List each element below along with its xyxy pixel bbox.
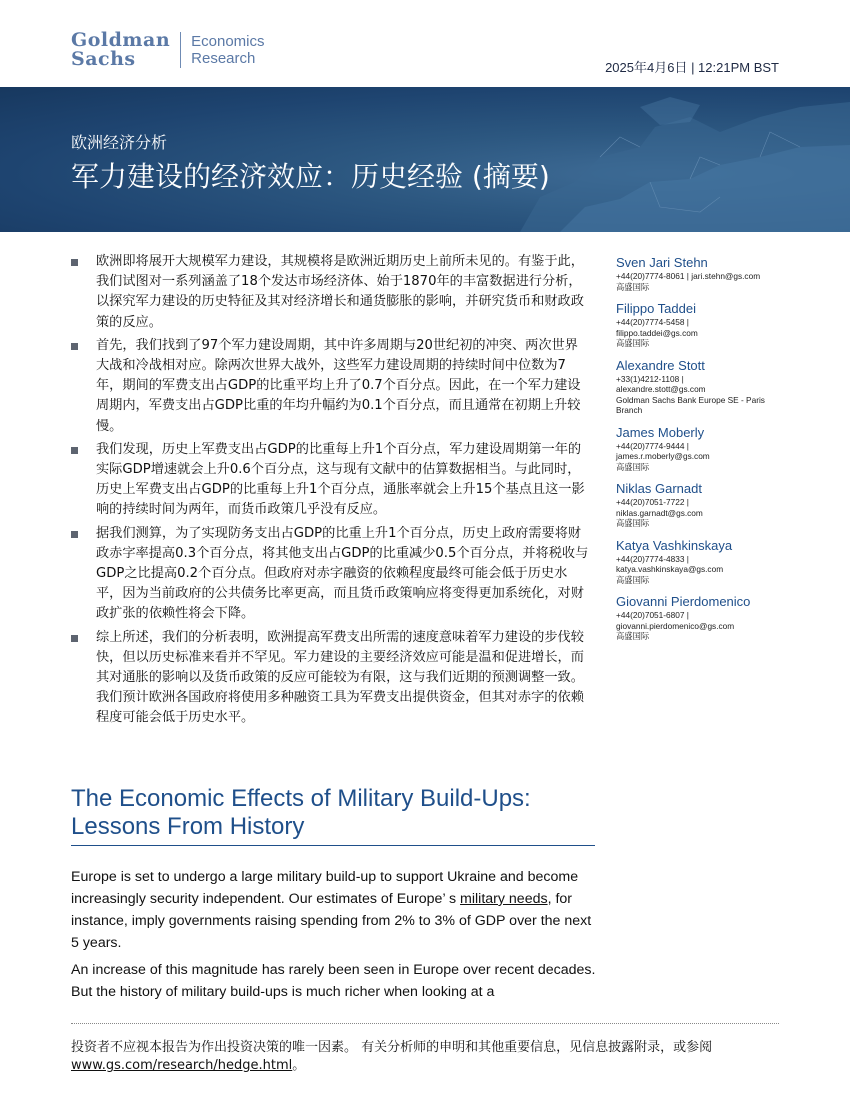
bullet-square-icon: [71, 635, 78, 642]
author-name[interactable]: Filippo Taddei: [616, 301, 696, 316]
author-name[interactable]: James Moberly: [616, 424, 705, 440]
english-paragraph-1: [71, 866, 599, 954]
logo-wordmark: [71, 31, 170, 69]
bullet-item: [71, 336, 591, 437]
author-card: [616, 594, 796, 642]
bullet-text: 综上所述，我们的分析表明，欧洲提高军费支出所需的速度意味着军力建设的步伐较快，但以历史标准来看并不罕见。军力建设的主要经济效应可能是温和促进增长，而其对通胀的影响以及货币政策的反应可能较为有限，这与我们近期的预测调整一致。我们预计欧洲各国政府将使用多种融资工具为军费支出提供资金，但其对赤字的依赖程度可能会低于历史水平。: [96, 629, 584, 726]
author-card: [616, 301, 796, 349]
bullet-square-icon: [71, 259, 78, 266]
author-affiliation: 高盛国际: [616, 281, 650, 292]
logo-line-research: Research: [191, 50, 256, 67]
author-email[interactable]: giovanni.pierdomenico@gs.com: [616, 620, 735, 631]
footer-divider: [71, 1023, 779, 1024]
military-needs-link[interactable]: military needs: [460, 891, 548, 907]
title-divider: [71, 845, 595, 846]
disclosure-link[interactable]: www.gs.com/research/hedge.html: [71, 1058, 293, 1073]
author-contact[interactable]: +44(20)7774-8061 | jari.stehn@gs.com: [616, 271, 761, 281]
banner-title: 军力建设的经济效应：历史经验 (摘要): [71, 160, 550, 193]
title-banner: [0, 87, 850, 232]
author-affiliation: Goldman Sachs Bank Europe SE - Paris: [616, 394, 765, 405]
bullet-square-icon: [71, 343, 78, 350]
logo-line-economics: Economics: [191, 33, 265, 50]
author-affiliation: 高盛国际: [616, 518, 650, 528]
paragraph-text: , for instance, imply governments raising spending from 2% to 3% of GDP over the next 5 years.: [71, 891, 592, 951]
english-title: [71, 785, 595, 841]
paragraph-text: Europe is set to undergo a large military build-up to support Ukraine and become increasingly security independent. Our estimates of Europe’ s: [71, 869, 579, 907]
report-date: 2025年4月6日 | 12:21PM BST: [605, 60, 779, 75]
author-phone: +33(1)4212-1108 |: [616, 373, 684, 384]
logo-divider: [180, 32, 181, 68]
bullet-text: 欧洲即将展开大规模军力建设，其规模将是欧洲近期历史上前所未见的。有鉴于此，我们试图对一系列涵盖了18个发达市场经济体、始于1870年的丰富数据进行分析，以探究军力建设的历史特征及其对经济增长和通货膨胀的影响，并研究货币和财政政策的反应。: [96, 254, 584, 330]
bullet-square-icon: [71, 447, 78, 454]
author-name[interactable]: Sven Jari Stehn: [616, 255, 708, 270]
author-list: [616, 255, 796, 651]
bullet-item: [71, 628, 591, 729]
bullet-item: [71, 252, 591, 333]
author-email[interactable]: katya.vashkinskaya@gs.com: [616, 564, 724, 574]
bullet-square-icon: [71, 531, 78, 538]
author-phone: +44(20)7774-5458 |: [616, 317, 689, 327]
english-paragraph-2: An increase of this magnitude has rarely been seen in Europe over recent decades. But the history of military build-ups is much richer when looking at a: [71, 962, 596, 1000]
author-phone: +44(20)7774-9444 |: [616, 440, 689, 451]
author-affiliation: 高盛国际: [616, 461, 650, 472]
author-name[interactable]: Niklas Garnadt: [616, 481, 702, 496]
banner-subtitle: 欧洲经济分析: [71, 133, 168, 152]
english-title-line2: Lessons From History: [71, 813, 305, 840]
author-affiliation: 高盛国际: [616, 574, 650, 585]
author-name[interactable]: Alexandre Stott: [616, 357, 705, 373]
author-affiliation-cont: Branch: [616, 405, 643, 415]
logo-department: [191, 33, 264, 67]
author-card: [616, 358, 796, 416]
author-card: [616, 538, 796, 586]
footer-end: 。: [292, 1058, 306, 1073]
logo-line-sachs: Sachs: [71, 48, 136, 70]
summary-bullets: [71, 252, 591, 732]
author-affiliation: 高盛国际: [616, 338, 650, 348]
footer-text: 投资者不应视本报告为作出投资决策的唯一因素。 有关分析师的申明和其他重要信息，见信息披露附录，或参阅: [71, 1040, 713, 1055]
author-affiliation: 高盛国际: [616, 631, 650, 641]
author-email[interactable]: niklas.garnadt@gs.com: [616, 507, 703, 518]
author-email[interactable]: james.r.moberly@gs.com: [616, 451, 710, 461]
logo-line-goldman: Goldman: [71, 29, 171, 51]
english-title-line1: The Economic Effects of Military Build-Ups:: [71, 785, 531, 812]
author-phone: +44(20)7051-6807 |: [616, 610, 689, 620]
author-name[interactable]: Giovanni Pierdomenico: [616, 594, 751, 609]
author-card: [616, 425, 796, 473]
bullet-text: 据我们测算，为了实现防务支出占GDP的比重上升1个百分点，历史上政府需要将财政赤字率提高0.3个百分点，将其他支出占GDP的比重减少0.5个百分点，并将税收与GDP之比提高0.2个百分点。但政府对赤字融资的依赖程度最终可能会低于历史水平，因为当前政府的公共债务比率更高，而且货币政策响应将变得更加系统化，对财政扩张的依赖性将会下降。: [96, 525, 589, 622]
goldman-sachs-logo: [71, 31, 265, 69]
disclosure-footer: [71, 1039, 779, 1075]
bullet-text: 我们发现，历史上军费支出占GDP的比重每上升1个百分点，军力建设周期第一年的实际GDP增速就会上升0.6个百分点，这与现有文献中的估算数据相当。与此同时，历史上军费支出占GDP的比重每上升1个百分点，通胀率就会上升15个基点且这一影响的持续时间为两年，而货币政策几乎没有反应。: [96, 441, 585, 518]
author-name[interactable]: Katya Vashkinskaya: [616, 537, 733, 553]
author-phone: +44(20)7774-4833 |: [616, 553, 689, 564]
author-email[interactable]: alexandre.stott@gs.com: [616, 384, 706, 394]
author-card: [616, 255, 796, 292]
author-phone: +44(20)7051-7722 |: [616, 497, 689, 507]
author-email[interactable]: filippo.taddei@gs.com: [616, 327, 698, 338]
bullet-item: [71, 440, 591, 521]
author-card: [616, 481, 796, 529]
bullet-item: [71, 524, 591, 625]
bullet-text: 首先，我们找到了97个军力建设周期，其中许多周期与20世纪初的冲突、两次世界大战和冷战相对应。除两次世界大战外，这些军力建设周期的持续时间中位数为7年，期间的军费支出占GDP的比重平均上升了0.7个百分点。因此，在一个军力建设周期内，军费支出占GDP比重的年均升幅约为0.1个百分点，而且通常在初期上升较慢。: [96, 337, 581, 434]
